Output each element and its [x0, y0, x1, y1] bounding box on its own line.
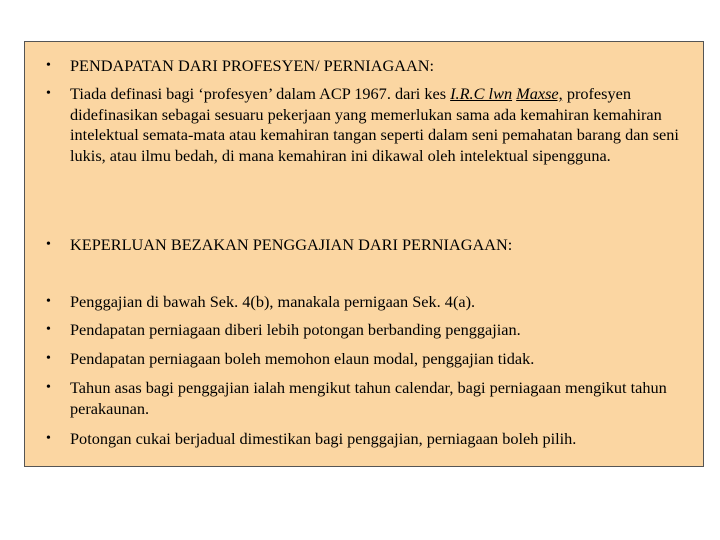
bullet-icon: • — [46, 294, 51, 309]
point-text: Pendapatan perniagaan boleh memohon elaun modal, penggajian tidak. — [70, 349, 535, 368]
bullet-icon: • — [46, 58, 51, 73]
section-heading: PENDAPATAN DARI PROFESYEN/ PERNIAGAAN: — [70, 56, 435, 75]
bullet-icon: • — [46, 237, 51, 252]
point-text: Pendapatan perniagaan diberi lebih potongan berbanding penggajian. — [70, 320, 521, 339]
definition-lead: Tiada definasi bagi ‘profesyen’ dalam ACP 1967. dari kes — [70, 84, 451, 103]
case-name-maxse: Maxse, — [516, 84, 563, 103]
bullet-icon: • — [46, 86, 51, 101]
case-name-irc: I.R.C lwn — [450, 84, 513, 103]
bullet-icon: • — [46, 322, 51, 337]
content-box — [24, 41, 704, 467]
point-text: Penggajian di bawah Sek. 4(b), manakala pernigaan Sek. 4(a). — [70, 292, 476, 311]
definition-paragraph — [70, 84, 695, 166]
section-heading: KEPERLUAN BEZAKAN PENGGAJIAN DARI PERNIAGAAN: — [70, 235, 513, 254]
bullet-icon: • — [46, 351, 51, 366]
bullet-icon: • — [46, 380, 51, 395]
point-text: Potongan cukai berjadual dimestikan bagi penggajian, perniagaan boleh pilih. — [70, 429, 577, 448]
point-text: Tahun asas bagi penggajian ialah mengikut tahun calendar, bagi perniagaan mengikut tahun perakaunan. — [70, 378, 667, 418]
definition-body: profesyen didefinasikan sebagai sesuaru pekerjaan yang memerlukan sama ada kemahiran kemahiran intelektual semata-mata atau kemahiran tangan seperti dalam seni pemahatan barang dan seni lukis, atau ilmu bedah, di mana kemahiran ini dikawal oleh intelektual sipengguna. — [70, 84, 679, 165]
bullet-icon: • — [46, 431, 51, 446]
